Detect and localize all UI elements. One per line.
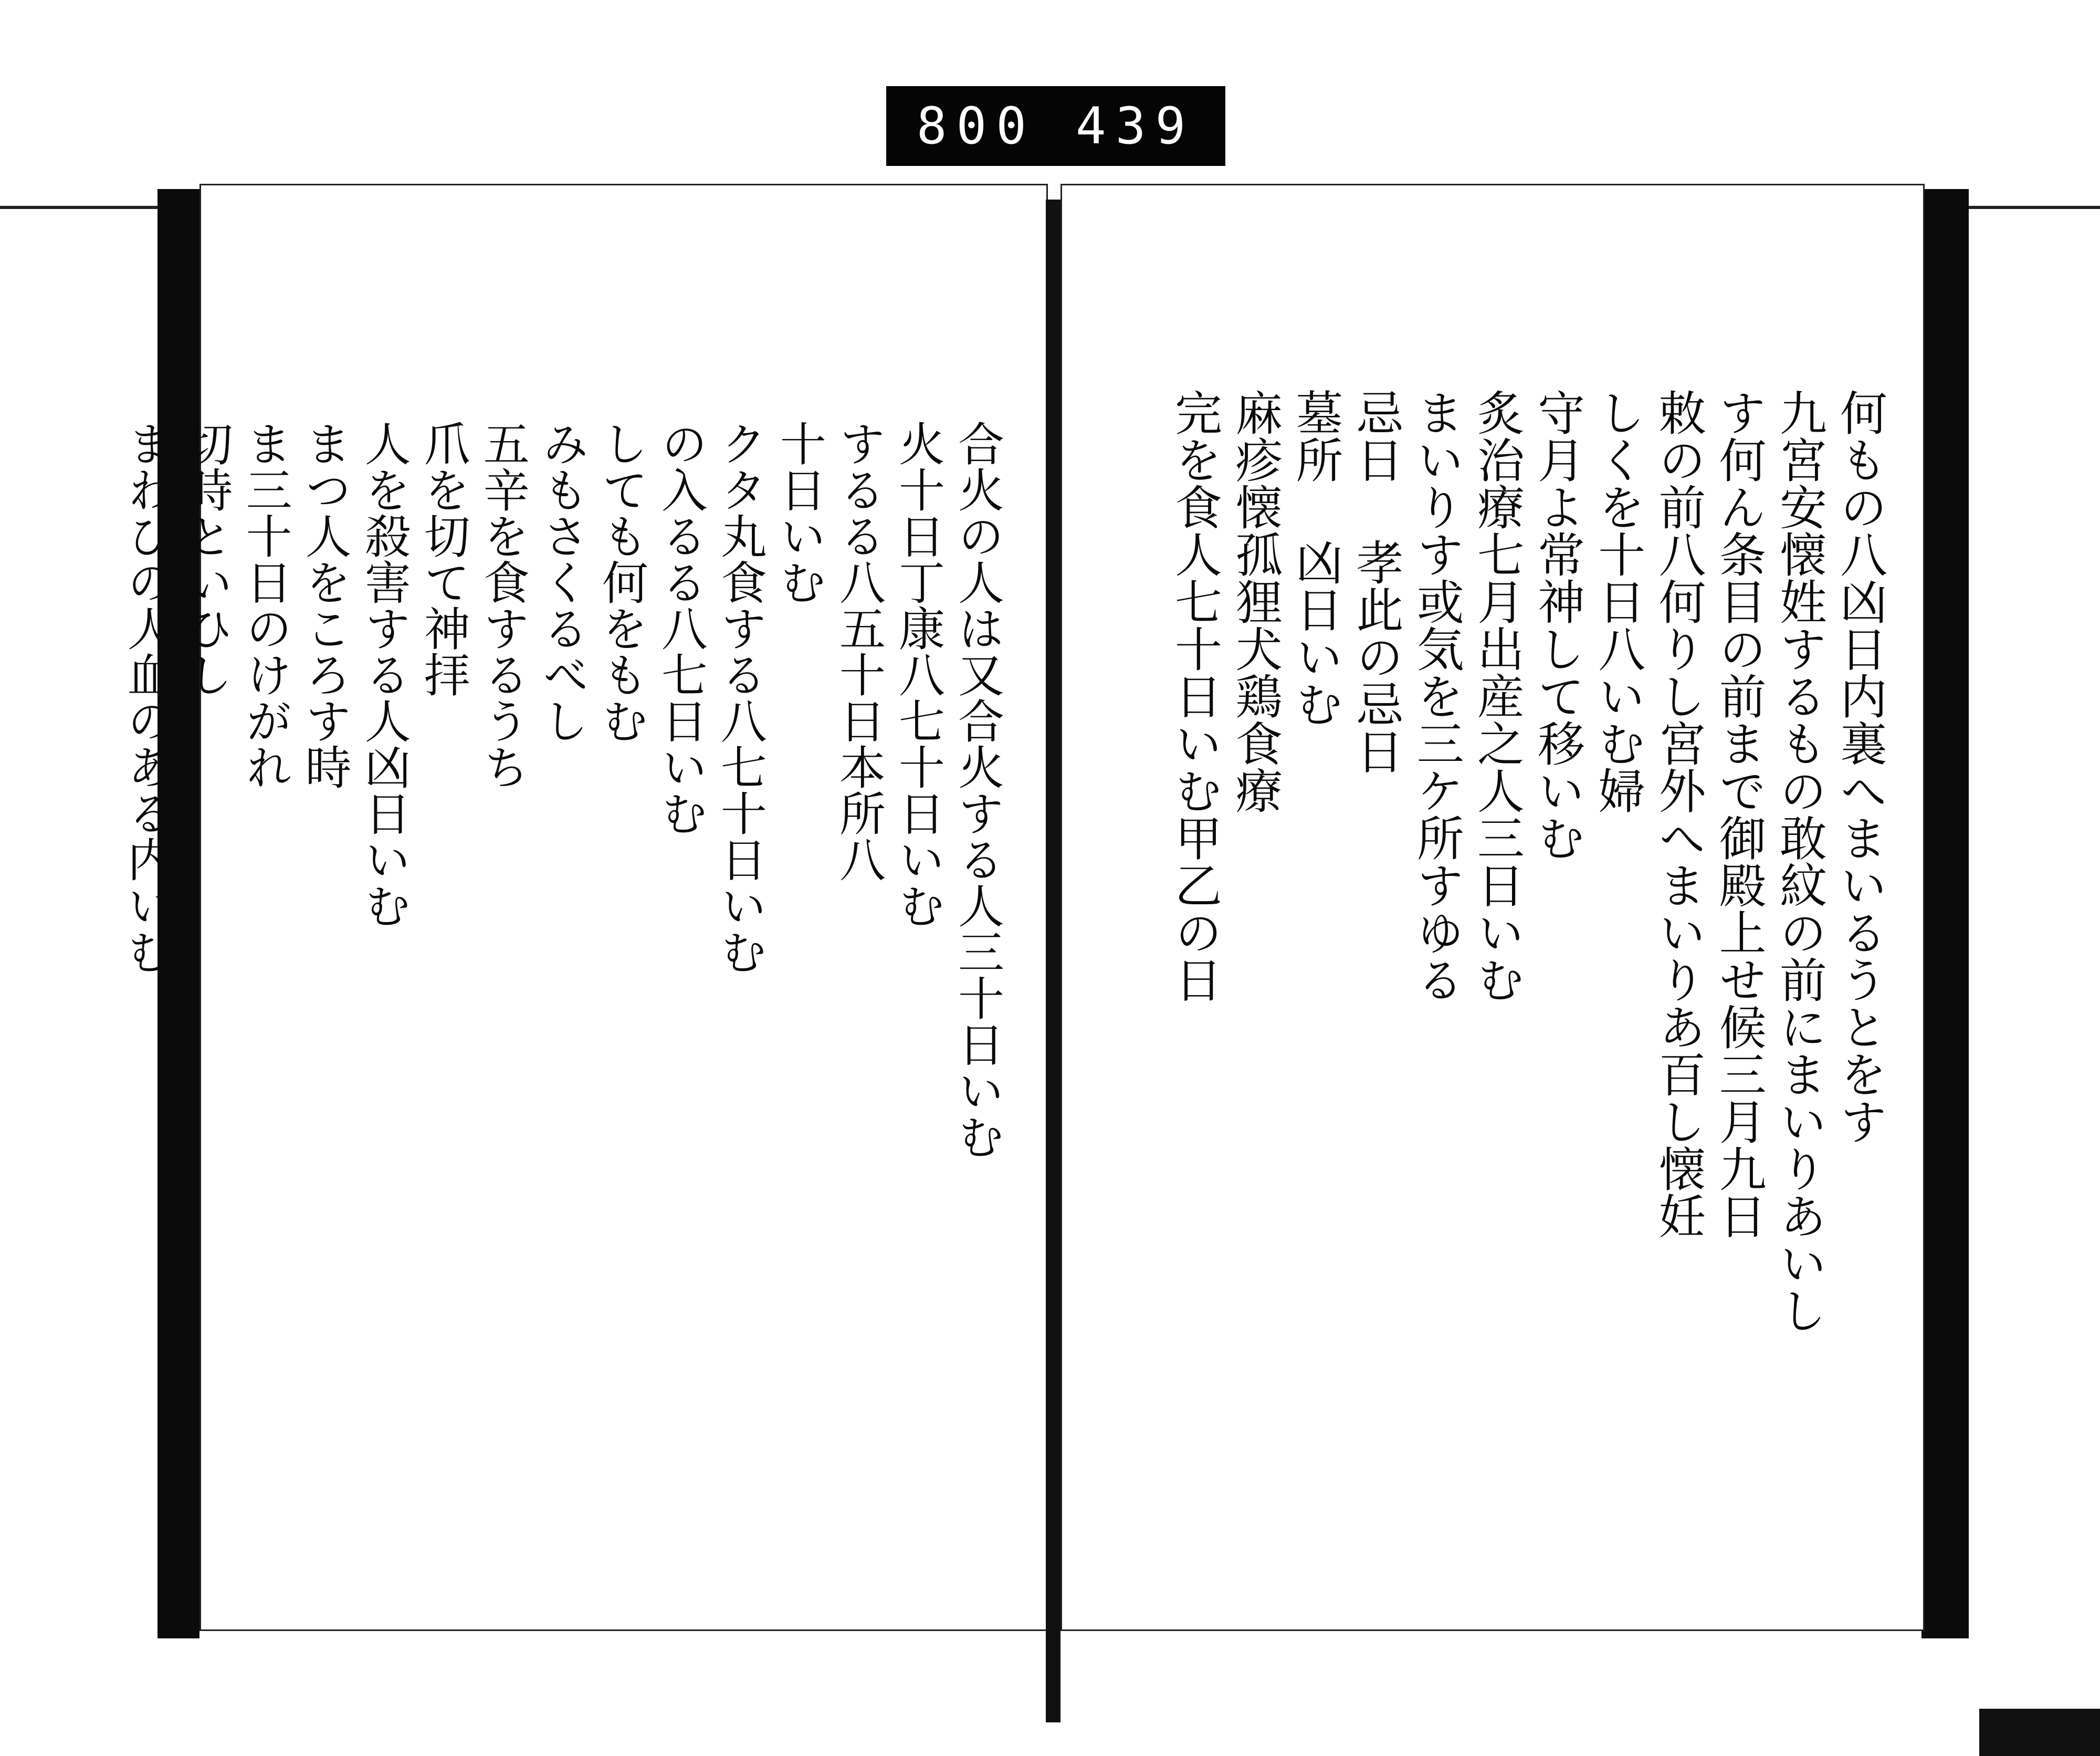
left-column: ま三十日のけがれ: [238, 420, 293, 790]
right-column: 墓所 凶日いむ: [1287, 389, 1343, 727]
book-spine: [1046, 200, 1060, 1722]
left-column: まつ人をころす時: [298, 420, 352, 790]
right-column: しくを十日八いむ婦: [1590, 389, 1645, 814]
left-column: しても何をもむ: [594, 420, 649, 744]
left-column: クタ丸食する八七十日いむ: [713, 420, 768, 975]
right-column: 敕の前八何りし宮外へまいりあ百し懐妊: [1650, 389, 1706, 1239]
left-column: 火十日丁康八七十日いむ: [891, 420, 946, 928]
right-column: 完を食人七十日いむ甲乙の日: [1166, 389, 1222, 1003]
frame-label: 800 439: [886, 86, 1225, 166]
left-page-text: [120, 420, 1005, 1470]
left-column: 五辛を食するうち: [476, 420, 530, 790]
left-column: まわひの人血のある内いむ: [120, 420, 174, 975]
left-column: の入るる八七日いむ: [654, 420, 708, 836]
right-column: 麻疹懐孤狸犬鶏食療: [1227, 389, 1283, 814]
left-column: みもさくるべし: [535, 420, 590, 744]
right-column: 守月よ常神して移いむ: [1529, 389, 1585, 861]
left-column: 人を殺害する人凶日いむ: [357, 420, 412, 928]
right-column: 九宮安懐姓するもの敢紋の前にまいりあいし: [1771, 389, 1826, 1334]
left-column: 切時といひし: [179, 420, 234, 697]
left-column: 爪を切て神拝: [416, 420, 471, 697]
right-page-edge: [1922, 189, 1969, 1638]
right-page-text: [1166, 389, 1887, 1439]
corner-stub: [1979, 1709, 2100, 1756]
left-column: 十日いむ: [772, 420, 827, 605]
right-column: 炙治療七月出産之人三日いむ: [1468, 389, 1524, 1003]
right-column: す何ん条目の前まで御殿上せ候三月九日: [1710, 389, 1766, 1239]
left-column: するる八五十日本所八: [832, 420, 886, 882]
right-column: まいりす或気を三ケ所すゆる: [1408, 389, 1464, 1003]
right-column: 何もの八凶日内裏へまいるうとをす: [1832, 389, 1887, 1145]
left-column: 合火の人は又合火する人三十日いむ: [951, 420, 1005, 1159]
right-column: 忌日 孝此の忌日: [1348, 389, 1403, 775]
